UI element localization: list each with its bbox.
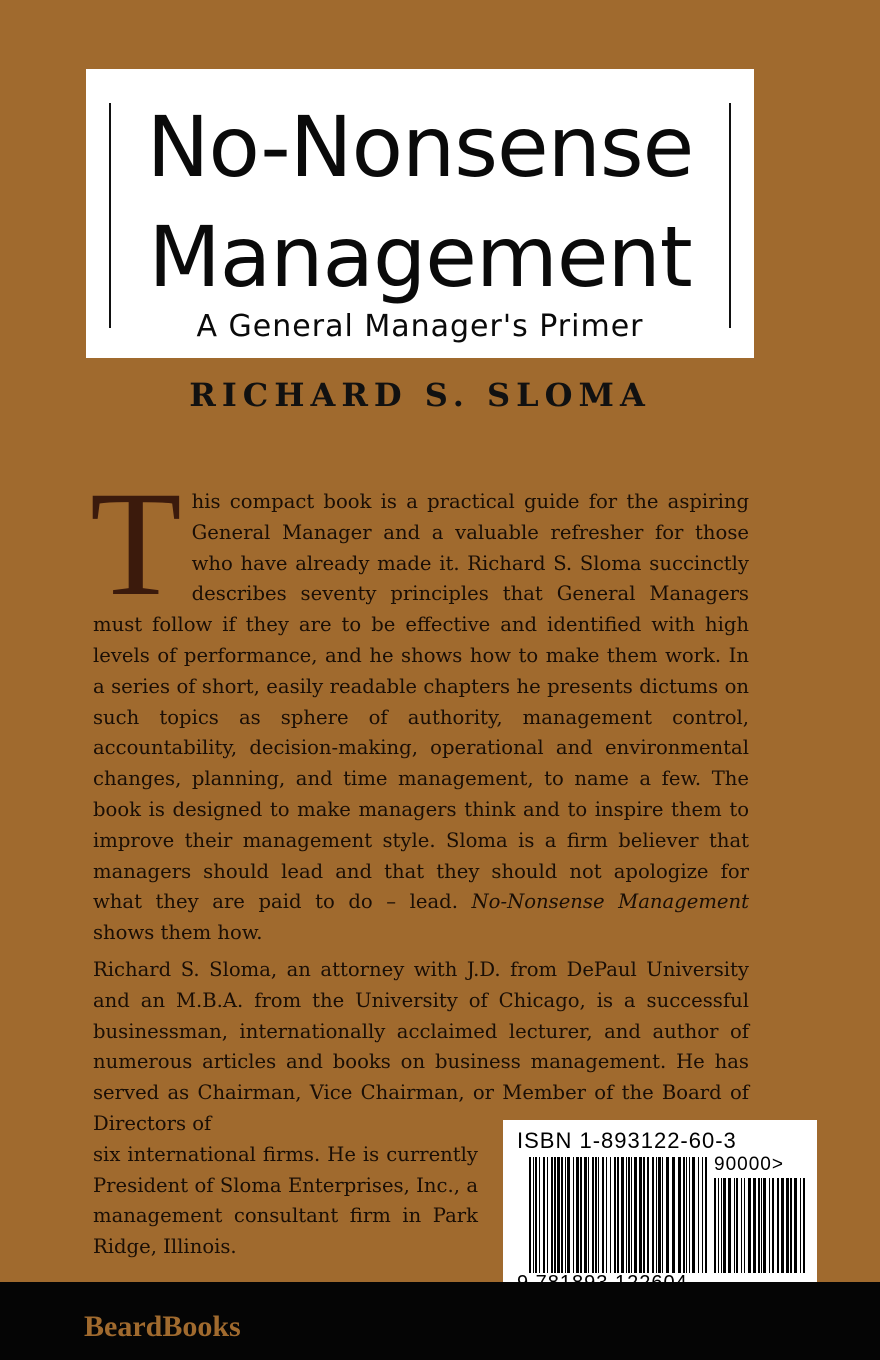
barcode-bar [714, 1178, 716, 1273]
barcode-bar [723, 1178, 726, 1273]
barcode-panel [503, 1120, 817, 1303]
barcode-bar [758, 1178, 760, 1273]
book-subtitle: A General Manager's Primer [196, 309, 644, 344]
barcode-bar [734, 1178, 735, 1273]
barcode-bar [658, 1157, 661, 1273]
barcode-main-bars [529, 1157, 711, 1273]
barcode-bar [584, 1157, 587, 1273]
barcode-bar [561, 1157, 563, 1273]
barcode-bar [617, 1157, 619, 1273]
barcode-bar [567, 1157, 570, 1273]
barcode-bar [621, 1157, 624, 1273]
barcode-bar [736, 1178, 738, 1273]
barcode-bar [662, 1157, 663, 1273]
barcode-bar [689, 1157, 690, 1273]
barcode-bar [683, 1157, 685, 1273]
barcode-bar [606, 1157, 607, 1273]
barcode-bar [748, 1178, 751, 1273]
barcode-bar [794, 1178, 797, 1273]
barcode-bar [698, 1157, 699, 1273]
barcode-bar [761, 1178, 762, 1273]
barcode-bar [643, 1157, 645, 1273]
drop-cap: T [90, 461, 182, 627]
barcode-bar [539, 1157, 540, 1273]
barcode-bar [610, 1157, 611, 1273]
barcode-bar [728, 1178, 731, 1273]
barcode-bar [631, 1157, 632, 1273]
barcode-bar [626, 1157, 627, 1273]
barcode-bar [777, 1178, 779, 1273]
author-name: RICHARD S. SLOMA [189, 376, 651, 414]
barcode-bar [565, 1157, 566, 1273]
barcode-bar [666, 1157, 669, 1273]
barcode-bar [543, 1157, 545, 1273]
barcode-bar [634, 1157, 637, 1273]
description-text: his compact book is a practical guide for the aspiring General Manager and a valuable refresher for those who have already made it. Richard S. Sloma succinctly describes seventy principles that General Managers must follow if they are to be effective and identified with high levels of performance, and he shows how to make them work. In a series of short, easily readable chapters he presents dictums on such topics as sphere of authority, management control, accountability, decision-making, operational and environmental changes, planning, and time management, to name a few. The book is designed to make managers think and to inspire them to improve their management style. Sloma is a firm believer that managers should lead and that they should not apologize for what they are paid to do – lead. [93, 490, 749, 914]
barcode-bar [781, 1178, 784, 1273]
barcode-bar [672, 1157, 675, 1273]
barcode-bar [595, 1157, 597, 1273]
barcode-bar [769, 1178, 770, 1273]
barcode-bar [753, 1178, 756, 1273]
barcode-bar [588, 1157, 589, 1273]
barcode-bar [692, 1157, 695, 1273]
barcode-bar [744, 1178, 745, 1273]
barcode-bar [598, 1157, 599, 1273]
barcode-bar [790, 1178, 792, 1273]
barcode-bar [533, 1157, 534, 1273]
barcode-bar [678, 1157, 681, 1273]
barcode-bar [551, 1157, 553, 1273]
barcode-bar [647, 1157, 649, 1273]
barcode-bar [576, 1157, 579, 1273]
bio-text: Richard S. Sloma, an attorney with J.D. from DePaul University and an M.B.A. from the University of Chicago, is a successful businessman, internationally acclaimed lecturer, and author of numerous articles and books on business management. He has served as Chairman, Vice Chairman, or Member of the Board of Directors of [93, 958, 749, 1135]
barcode-bar [602, 1157, 604, 1273]
barcode-bar [763, 1178, 766, 1273]
barcode-bar [573, 1157, 574, 1273]
barcode-bar [547, 1157, 548, 1273]
barcode-bar [639, 1157, 642, 1273]
barcode-bar [772, 1178, 774, 1273]
barcode-bar [652, 1157, 654, 1273]
barcode-bar [554, 1157, 556, 1273]
price-code: 90000> [714, 1154, 784, 1175]
barcode-bar [786, 1178, 789, 1273]
barcode-bar [741, 1178, 742, 1273]
barcode-bar [529, 1157, 531, 1273]
barcode-bar [614, 1157, 616, 1273]
barcode-bar [718, 1178, 719, 1273]
publisher-logo: BeardBooks [84, 1310, 241, 1343]
barcode-bar [721, 1178, 722, 1273]
book-description [90, 461, 750, 949]
barcode-bar [705, 1157, 707, 1273]
title-panel [86, 69, 754, 358]
barcode-bar [628, 1157, 630, 1273]
bio-text-wrapped: six international firms. He is currently President of Sloma Enterprises, Inc., a management consultant firm in Park Ridge, Illinois. [93, 1142, 478, 1259]
barcode-addon-bars [714, 1178, 806, 1273]
barcode-bar [557, 1157, 560, 1273]
barcode-bar [702, 1157, 703, 1273]
barcode-bar [535, 1157, 537, 1273]
description-ending: shows them how. [93, 921, 263, 945]
description-italic-title: No-Nonsense Management [471, 890, 750, 914]
barcode-bar [580, 1157, 582, 1273]
barcode-bar [800, 1178, 801, 1273]
book-title-line-1: No-Nonsense [146, 98, 694, 196]
barcode-bar [592, 1157, 594, 1273]
book-title-line-2: Management [148, 208, 692, 306]
barcode-bar [803, 1178, 805, 1273]
isbn-label: ISBN 1-893122-60-3 [517, 1128, 737, 1153]
barcode-bar [656, 1157, 657, 1273]
barcode-bar [686, 1157, 687, 1273]
